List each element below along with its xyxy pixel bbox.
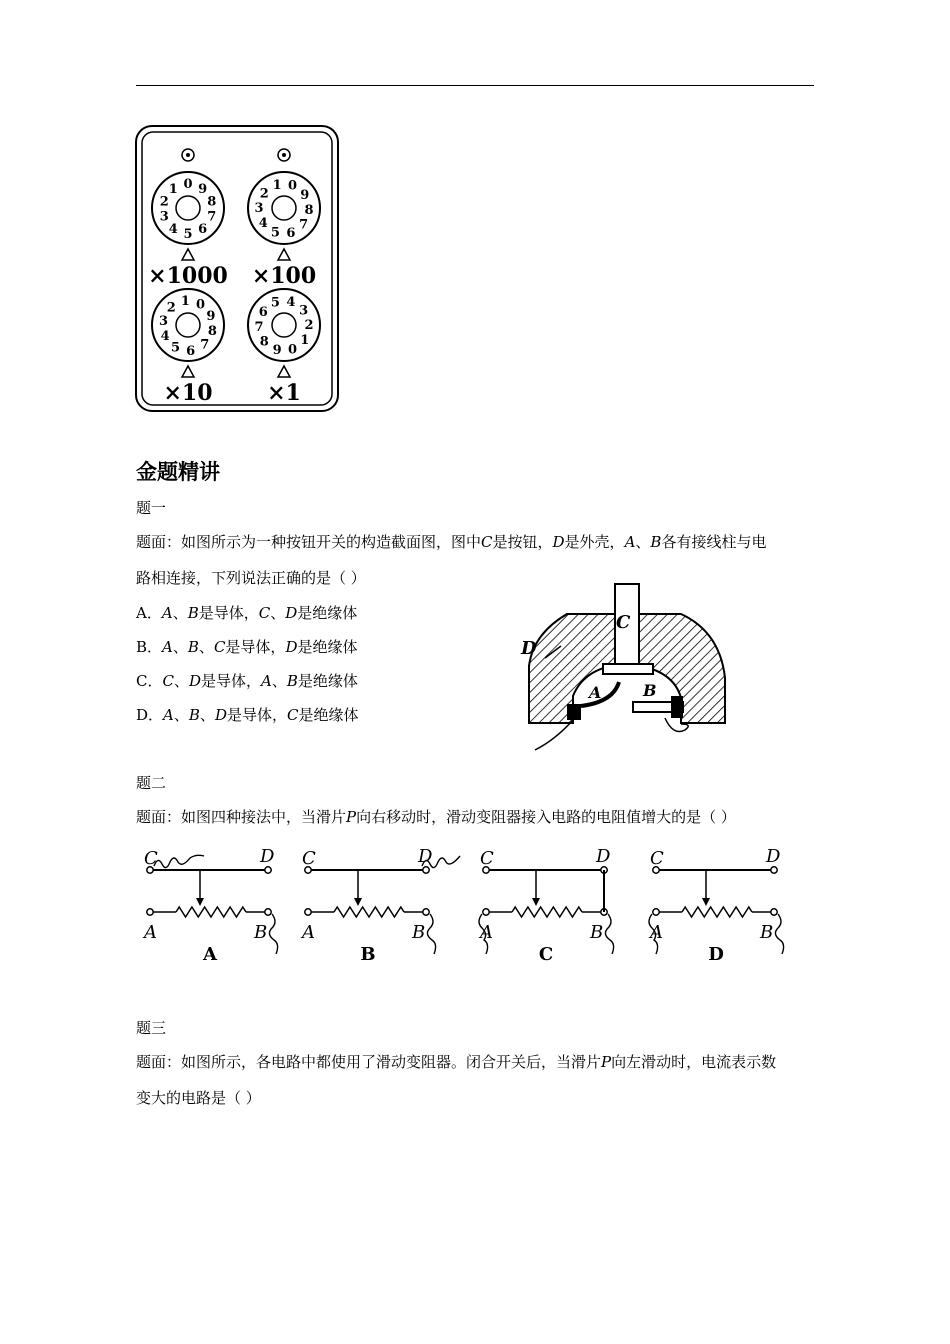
terminal-icon[interactable] xyxy=(305,909,311,915)
circuit-caption: C xyxy=(538,944,554,965)
lead-wire xyxy=(269,914,277,954)
q1-option-2[interactable]: C．C、D是导体，A、B是绝缘体 xyxy=(136,672,358,690)
dial-digit: 6 xyxy=(198,222,208,238)
dial-digit: 3 xyxy=(254,201,264,217)
fig-label-d: D xyxy=(521,638,537,659)
terminal-label-b: B xyxy=(412,922,426,943)
dial-multiplier-label: ×10 xyxy=(163,380,213,406)
dial-knob[interactable] xyxy=(176,196,200,220)
dial-digit: 0 xyxy=(183,177,193,192)
dial-digit: 7 xyxy=(207,209,217,225)
dial-digit: 8 xyxy=(207,324,217,340)
resistor-coil xyxy=(176,907,246,917)
dial-digit: 2 xyxy=(159,194,169,210)
dial-digit: 6 xyxy=(258,305,268,321)
terminal-label-d: D xyxy=(766,846,781,867)
dial-digit: 9 xyxy=(272,343,282,359)
terminal-icon[interactable] xyxy=(265,867,271,873)
dial-multiplier-label: ×1 xyxy=(267,380,301,406)
circuit-C[interactable] xyxy=(478,846,614,965)
resistor-coil xyxy=(512,907,582,917)
dial-digit: 5 xyxy=(170,340,181,356)
dial-1[interactable] xyxy=(248,149,320,289)
dial-digit: 1 xyxy=(300,332,310,348)
dial-digit: 2 xyxy=(259,186,269,202)
terminal-label-d: D xyxy=(260,846,275,867)
terminal-label-c: C xyxy=(302,848,316,869)
dial-digit: 4 xyxy=(160,329,170,345)
q3-stem-line1: 题面：如图所示，各电路中都使用了滑动变阻器。闭合开关后，当滑片P向左滑动时，电流表示数 xyxy=(136,1053,777,1071)
terminal-label-c: C xyxy=(144,848,158,869)
q1-option-1[interactable]: B．A、B、C是导体，D是绝缘体 xyxy=(136,638,358,656)
rheostat-circuits-figure xyxy=(138,838,808,968)
dial-digit: 5 xyxy=(270,295,280,311)
terminal-icon[interactable] xyxy=(653,909,659,915)
terminal-label-b: B xyxy=(254,922,268,943)
terminal-icon[interactable] xyxy=(265,909,271,915)
terminal-label-b: B xyxy=(760,922,774,943)
slider-arrow-icon xyxy=(196,898,204,906)
dial-digit: 0 xyxy=(195,297,206,313)
dial-digit: 8 xyxy=(304,202,314,218)
terminal-label-a: A xyxy=(144,922,157,943)
dial-digit: 3 xyxy=(299,303,309,319)
dial-digit: 3 xyxy=(159,209,169,225)
dial-digit: 5 xyxy=(183,227,193,242)
dial-digit: 4 xyxy=(258,215,268,231)
resistor-coil xyxy=(334,907,404,917)
pointer-triangle-icon xyxy=(278,249,290,260)
terminal-dot-icon xyxy=(186,153,190,157)
fig-label-b: B xyxy=(643,681,657,700)
dial-digit: 2 xyxy=(166,300,176,316)
dial-digit: 7 xyxy=(254,319,264,335)
dial-digit: 5 xyxy=(270,225,280,241)
terminal-label-d: D xyxy=(418,846,433,867)
dial-digit: 0 xyxy=(288,178,298,194)
fig-label-c: C xyxy=(616,612,631,633)
q1-option-3[interactable]: D．A、B、D是导体，C是绝缘体 xyxy=(136,706,359,724)
dial-digit: 2 xyxy=(304,318,314,334)
dial-multiplier-label: ×1000 xyxy=(148,263,228,289)
dial-digit: 9 xyxy=(206,308,216,324)
dial-0[interactable] xyxy=(148,149,228,289)
fig-label-a: A xyxy=(589,683,602,702)
circuit-A[interactable] xyxy=(142,846,278,965)
terminal-icon[interactable] xyxy=(147,909,153,915)
dial-digit: 6 xyxy=(186,343,196,359)
slider-arrow-icon xyxy=(702,898,710,906)
section-title: 金题精讲 xyxy=(136,460,220,484)
terminal-label-d: D xyxy=(596,846,611,867)
resistor-coil xyxy=(682,907,752,917)
dial-digit: 6 xyxy=(286,226,296,242)
lead-wire xyxy=(154,855,204,867)
dial-digit: 1 xyxy=(272,177,282,193)
slider-arrow-icon xyxy=(532,898,540,906)
q2-stem: 题面：如图四种接法中，当滑片P向右移动时，滑动变阻器接入电路的电阻值增大的是（ ） xyxy=(136,808,736,826)
dial-knob[interactable] xyxy=(272,313,296,337)
terminal-label-a: A xyxy=(480,922,493,943)
circuit-caption: B xyxy=(360,944,376,965)
q1-option-0[interactable]: A．A、B是导体，C、D是绝缘体 xyxy=(136,604,358,622)
q3-title: 题三 xyxy=(136,1019,167,1037)
dial-2[interactable] xyxy=(152,289,224,406)
dial-3[interactable] xyxy=(248,289,320,406)
dial-knob[interactable] xyxy=(176,313,200,337)
terminal-icon[interactable] xyxy=(771,909,777,915)
circuit-caption: D xyxy=(708,944,724,965)
terminal-label-a: A xyxy=(302,922,315,943)
dial-digit: 3 xyxy=(159,313,169,329)
dial-knob[interactable] xyxy=(272,196,296,220)
q3-stem-line2: 变大的电路是（ ） xyxy=(136,1089,261,1107)
dial-digit: 0 xyxy=(288,342,298,358)
dial-digit: 7 xyxy=(299,217,309,233)
header-rule xyxy=(136,85,814,86)
dial-digit: 4 xyxy=(286,294,296,310)
terminal-icon[interactable] xyxy=(423,909,429,915)
circuit-caption: A xyxy=(203,944,217,965)
terminal-label-c: C xyxy=(650,848,664,869)
q1-title: 题一 xyxy=(136,499,167,517)
terminal-icon[interactable] xyxy=(483,909,489,915)
lead-wire xyxy=(605,914,613,954)
pointer-triangle-icon xyxy=(182,366,194,377)
circuit-D[interactable] xyxy=(648,846,784,965)
pointer-triangle-icon xyxy=(278,366,290,377)
dial-multiplier-label: ×100 xyxy=(251,263,317,289)
dial-digit: 1 xyxy=(168,181,178,197)
lead-wire xyxy=(775,914,783,954)
dial-digit: 8 xyxy=(207,194,217,210)
button-switch-figure xyxy=(515,578,737,753)
terminal-icon[interactable] xyxy=(423,867,429,873)
lead-wire xyxy=(427,914,435,954)
dial-digit: 1 xyxy=(180,294,190,310)
dial-digit: 9 xyxy=(198,181,208,197)
resistance-box-figure xyxy=(134,124,340,414)
slider-arrow-icon xyxy=(354,898,362,906)
terminal-label-b: B xyxy=(590,922,604,943)
q1-stem-line2: 路相连接，下列说法正确的是（ ） xyxy=(136,569,366,587)
dial-digit: 4 xyxy=(168,222,178,238)
terminal-label-a: A xyxy=(650,922,663,943)
q2-title: 题二 xyxy=(136,774,167,792)
dial-digit: 7 xyxy=(200,337,210,353)
pointer-triangle-icon xyxy=(182,249,194,260)
q1-stem-line1: 题面：如图所示为一种按钮开关的构造截面图，图中C是按钮，D是外壳，A、B各有接线柱与电 xyxy=(136,533,767,551)
circuit-B[interactable] xyxy=(300,846,460,965)
terminal-icon[interactable] xyxy=(771,867,777,873)
dial-digit: 9 xyxy=(300,188,310,204)
terminal-label-c: C xyxy=(480,848,494,869)
dial-digit: 8 xyxy=(259,334,269,350)
terminal-dot-icon xyxy=(282,153,286,157)
